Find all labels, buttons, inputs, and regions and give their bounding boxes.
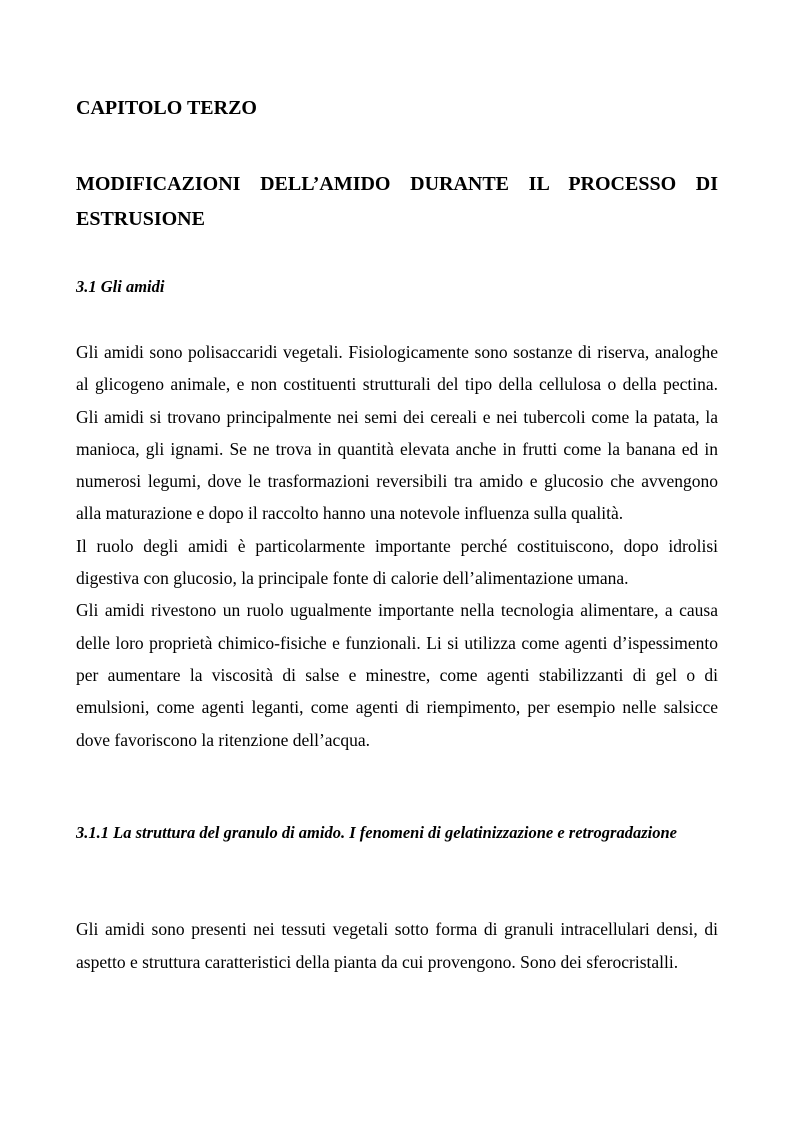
paragraph: Il ruolo degli amidi è particolarmente importante perché costituiscono, dopo idrolisi digestiva con glucosio, la principale fonte di calorie dell’alimentazione umana. bbox=[76, 535, 718, 589]
paragraph: Gli amidi sono presenti nei tessuti vegetali sotto forma di granuli intracellulari densi, di aspetto e struttura caratteristici della pianta da cui provengono. Sono dei sferocristalli. bbox=[76, 919, 718, 972]
chapter-title: MODIFICAZIONI DELL’AMIDO DURANTE IL PROCESSO DI ESTRUSIONE bbox=[76, 173, 718, 230]
section-heading: 3.1 Gli amidi bbox=[76, 277, 165, 296]
chapter-heading: CAPITOLO TERZO bbox=[76, 97, 257, 119]
paragraph: Gli amidi rivestono un ruolo ugualmente importante nella tecnologia alimentare, a causa delle loro proprietà chimico-fisiche e funzionali. Li si utilizza come agenti d’ispessimento per aumentare la viscosità di salse e minestre, come agenti stabilizzanti di gel o di emulsioni, come agenti leganti, come agenti di riempimento, per esempio nelle salsicce dove favoriscono la ritenzione dell’acqua. bbox=[76, 600, 718, 750]
section-body bbox=[76, 336, 718, 756]
subsection-heading: 3.1.1 La struttura del granulo di amido. I fenomeni di gelatinizzazione e retrogradazione bbox=[76, 823, 677, 842]
paragraph: Gli amidi sono polisaccaridi vegetali. Fisiologicamente sono sostanze di riserva, analoghe al glicogeno animale, e non costituenti strutturali del tipo della cellulosa o della pectina. Gli amidi si trovano principalmente nei semi dei cereali e nei tubercoli come la patata, la manioca, gli ignami. Se ne trova in quantità elevata anche in frutti come la banana ed in numerosi legumi, dove le trasformazioni reversibili tra amido e glucosio che avvengono alla maturazione e dopo il raccolto hanno una notevole influenza sulla qualità. bbox=[76, 342, 718, 524]
